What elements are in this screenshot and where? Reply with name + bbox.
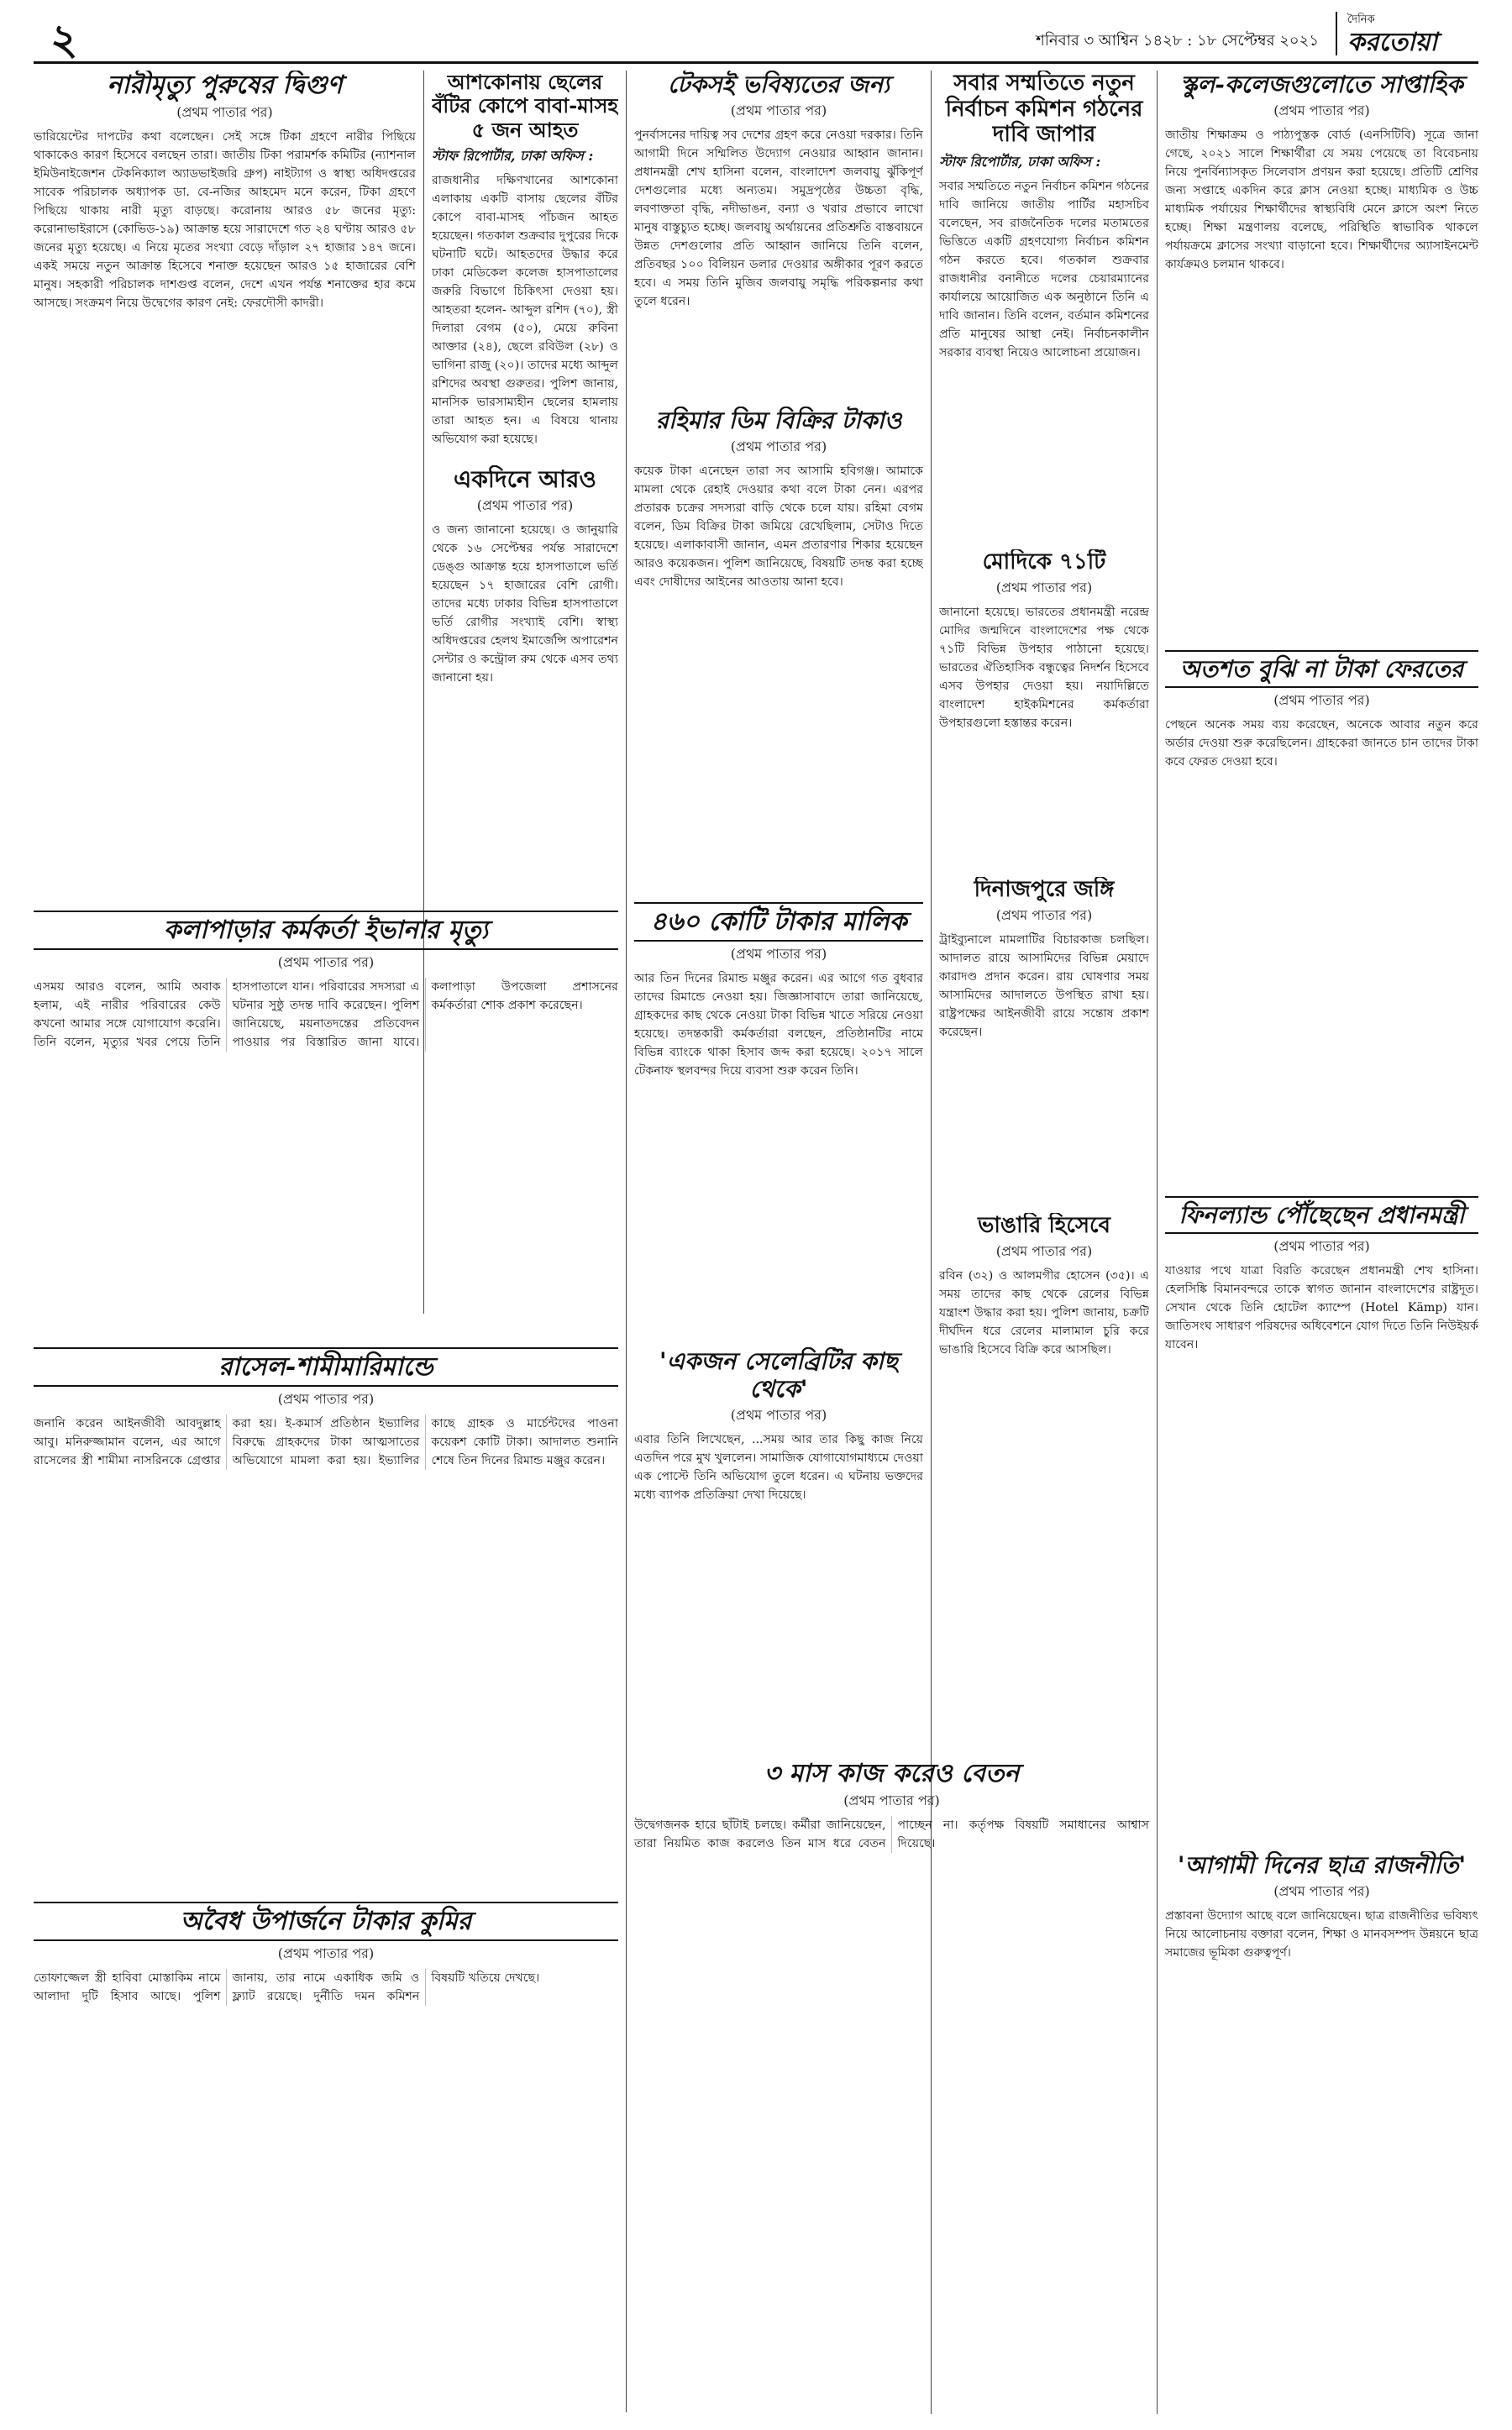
headline: ভাঙারি হিসেবে — [978, 1213, 1110, 1238]
headline: একদিনে আরও — [454, 465, 596, 493]
headline: ৩ মাস কাজ করেও বেতন — [764, 1759, 1020, 1788]
headline: রাসেল-শামীমারিমান্ডে — [34, 1347, 618, 1387]
article-election-commission — [939, 71, 1149, 541]
article-body: রবিন (৩২) ও আলমগীর হোসেন (৩৫)। এ সময় তাদের কাছ থেকে রেলের বিভিন্ন যন্ত্রাংশ উদ্ধার করা হয়। পুলিশ জানায়, চক্রটি দীর্ঘদিন ধরে রেলের মালামাল চুরি করে ভাঙারি হিসেবে বিক্রি করে আসছিল। — [939, 1268, 1149, 1357]
headline: মোদিকে ৭১টি — [982, 549, 1106, 575]
article-kalapara-officer — [34, 911, 618, 1339]
subhead: (প্রথম পাতার পর) — [176, 104, 273, 121]
article-body: পেছনে অনেক সময় ব্যয় করেছেন, অনেকে আবার নতুন করে অর্ডার দেওয়া শুরু করেছিলেন। গ্রাহকেরা জানতে চান তাদের টাকা কবে ফেরত দেওয়া হবে। — [1165, 718, 1478, 769]
article-body: প্রস্তাবনা উদ্যোগ আছে বলে জানিয়েছেন। ছাত্র রাজনীতির ভবিষ্যৎ নিয়ে আলোচনায় বক্তারা বলেন, শিক্ষা ও মানবসম্পদ উন্নয়নে ছাত্র সমাজের ভূমিকা গুরুত্বপূর্ণ। — [1165, 1909, 1478, 1960]
article-body: জাতীয় শিক্ষাক্রম ও পাঠ্যপুস্তক বোর্ড (এনসিটিবি) সূত্রে জানা গেছে, ২০২১ সালে শিক্ষার্থীরা যে সময় পেয়েছে তা বিবেচনায় নিয়ে পুনর্বিন্যাসকৃত সিলেবাস প্রণয়ন করা হয়েছে। প্রতিটি শ্রেণির জন্য সপ্তাহে একদিন করে ক্লাস নেওয়া হচ্ছে। মাধ্যমিক ও উচ্চ মাধ্যমিক পর্যায়ের শিক্ষার্থীদের স্বাস্থ্যবিধি মেনে ক্লাসে অংশ নিতে হচ্ছে। শিক্ষা মন্ত্রণালয় বলেছে, পরিস্থিতি স্বাভাবিক থাকলে পর্যায়ক্রমে ক্লাসের সংখ্যা বাড়ানো হবে। শিক্ষার্থীদের অ্যাসাইনমেন্ট কার্যক্রমও চলমান থাকবে। — [1165, 129, 1478, 272]
headline: টেকসই ভবিষ্যতের জন্য — [667, 71, 890, 98]
article-body: রাজধানীর দক্ষিণখানের আশকোনা এলাকায় একটি বাসায় ছেলের বঁটির কোপে বাবা-মাসহ পাঁচজন আহত হয়েছেন। গতকাল শুক্রবার দুপুরের দিকে ঘটনাটি ঘটে। আহতদের উদ্ধার করে ঢাকা মেডিকেল কলেজ হাসপাতালের জরুরি বিভাগে চিকিৎসা দেওয়া হয়। আহতরা হলেন- আব্দুল রশিদ (৭০), স্ত্রী দিলারা বেগম (৫০), মেয়ে রুবিনা আক্তার (২৪), ছেলে রবিউল (২৮) ও ভাগিনা রাজু (২০)। তাদের মধ্যে আব্দুল রশিদের অবস্থা গুরুতর। পুলিশ জানায়, মানসিক ভারসাম্যহীন ছেলের হামলায় তারা আহত হন। এ বিষয়ে থানায় অভিযোগ করা হয়েছে। — [432, 173, 618, 446]
headline: 'একজন সেলেব্রিটির কাছ থেকে' — [659, 1347, 898, 1404]
article-rasel-shamima-remand — [34, 1347, 618, 1893]
article-sustainable-future — [634, 71, 923, 398]
subhead: (প্রথম পাতার পর) — [730, 102, 827, 119]
column-rule — [626, 71, 627, 1406]
article-pm-finland — [1165, 1196, 1478, 1843]
article-scrap-sale — [939, 1213, 1149, 1734]
subhead: (প্রথম পাতার পর) — [995, 1242, 1093, 1259]
headline: দিনাজপুরে জঙ্গি — [974, 877, 1115, 902]
article-body: সবার সম্মতিতে নতুন নির্বাচন কমিশন গঠনের দাবি জানিয়ে জাতীয় পার্টির মহাসচিব বলেছেন, সব রাজনৈতিক দলের মতামতের ভিত্তিতে একটি গ্রহণযোগ্য নির্বাচন কমিশন গঠন করতে হবে। গতকাল শুক্রবার রাজধানীর বনানীতে দলের চেয়ারম্যানের কার্যালয়ে আয়োজিত এক অনুষ্ঠানে তিনি এ দাবি জানান। তিনি বলেন, বর্তমান কমিশনের প্রতি মানুষের আস্থা নেই। নির্বাচনকালীন সরকার ব্যবস্থা নিয়েও আলোচনা প্রয়োজন। — [939, 180, 1149, 360]
subhead: (প্রথম পাতার পর) — [277, 954, 375, 971]
byline: স্টাফ রিপোর্টার, ঢাকা অফিস : — [939, 154, 1101, 171]
article-student-politics — [1165, 1851, 1478, 2406]
article-body: উদ্বেগজনক হারে ছাঁটাই চলছে। কর্মীরা জানিয়েছেন, তারা নিয়মিত কাজ করলেও তিন মাস ধরে বেতন পাচ্ছেন না। কর্তৃপক্ষ বিষয়টি সমাধানের আশ্বাস দিয়েছে। — [634, 1819, 1149, 1851]
headline: 'আগামী দিনের ছাত্র রাজনীতি' — [1177, 1851, 1467, 1879]
subhead: (প্রথম পাতার পর) — [1273, 1238, 1370, 1255]
page-number: ২ — [50, 14, 78, 64]
brand-top: দৈনিক — [1347, 13, 1375, 26]
headline: সবার সম্মতিতে নতুন নির্বাচন কমিশন গঠনের দাবি জাপার — [945, 71, 1143, 148]
headline: কলাপাড়ার কর্মকর্তা ইভানার মৃত্যু — [34, 911, 618, 950]
headline: স্কুল-কলেজগুলোতে সাপ্তাহিক — [1180, 71, 1463, 98]
article-body: পুনর্বাসনের দায়িত্ব সব দেশের গ্রহণ করে নেওয়া দরকার। তিনি আগামী দিনে সম্মিলিত উদ্যোগ নেওয়ার আহ্বান জানান। প্রধানমন্ত্রী শেখ হাসিনা বলেন, বাংলাদেশ জলবায়ু ঝুঁকিপূর্ণ দেশগুলোর মধ্যে অন্যতম। সমুদ্রপৃষ্ঠের উচ্চতা বৃদ্ধি, লবণাক্ততা বৃদ্ধি, নদীভাঙন, বন্যা ও খরার প্রভাবে লাখো মানুষ বাস্তুচ্যুত হচ্ছে। জলবায়ু অর্থায়নের প্রতিশ্রুতি বাস্তবায়নে উন্নত দেশগুলোর প্রতি আহ্বান জানিয়ে তিনি বলেন, প্রতিবছর ১০০ বিলিয়ন ডলার দেওয়ার অঙ্গীকার পূরণ করতে হবে। এ সময় তিনি মুজিব জলবায়ু সমৃদ্ধি পরিকল্পনার কথা তুলে ধরেন। — [634, 129, 923, 309]
brand-name: করতোয়া — [1347, 28, 1438, 57]
newspaper-logo — [1336, 12, 1478, 55]
article-women-death — [34, 71, 416, 902]
subhead: (প্রথম পাতার পর) — [277, 1391, 375, 1408]
column-rule — [1157, 71, 1158, 2414]
article-body: ট্রাইব্যুনালে মামলাটির বিচারকাজ চলছিল। আদালত রায়ে আসামিদের বিভিন্ন মেয়াদে কারাদণ্ড প্রদান করেন। রায় ঘোষণার সময় আসামিদের আদালতে উপস্থিত রাখা হয়। রাষ্ট্রপক্ষের আইনজীবী রায়ে সন্তোষ প্রকাশ করেছেন। — [939, 932, 1149, 1039]
headline: ফিনল্যান্ড পৌঁছেছেন প্রধানমন্ত্রী — [1165, 1196, 1478, 1234]
subhead: (প্রথম পাতার পর) — [277, 1945, 375, 1962]
byline: স্টাফ রিপোর্টার, ঢাকা অফিস : — [432, 147, 594, 164]
headline: রহিমার ডিম বিক্রির টাকাও — [655, 407, 902, 434]
subhead: (প্রথম পাতার পর) — [1273, 102, 1370, 119]
article-body: এবার তিনি লিখেছেন, ...সময় আর তার কিছু কাজ নিয়ে এতদিন পরে মুখ খুললেন। সামাজিক যোগাযোগমাধ্যমে দেওয়া এক পোস্টে তিনি অভিযোগ তুলে ধরেন। এ ঘটনায় ভক্তদের মধ্যে ব্যাপক প্রতিক্রিয়া দেখা দিয়েছে। — [634, 1433, 923, 1503]
subhead: (প্রথম পাতার পর) — [843, 1792, 940, 1809]
article-body: জনানি করেন আইনজীবী আবদুল্লাহ আবু। মনিরুজ্জামান বলেন, এর আগে রাসেলের স্ত্রী শামীমা নাসরিনকে গ্রেপ্তার করা হয়। ই-কমার্স প্রতিষ্ঠান ইভ্যালির বিরুদ্ধে গ্রাহকদের টাকা আত্মসাতের অভিযোগে মামলা করা হয়। ইভ্যালির কাছে গ্রাহক ও মার্চেন্টদের পাওনা কয়েকশ কোটি টাকা। আদালত শুনানি শেষে তিন দিনের রিমান্ড মঞ্জুর করেন। — [34, 1417, 618, 1468]
article-three-month-salary — [634, 1759, 1149, 2406]
subhead: (প্রথম পাতার পর) — [1273, 1883, 1370, 1900]
article-modi-71 — [939, 549, 1149, 869]
article-one-day-more — [432, 465, 618, 793]
headline: আশকোনায় ছেলের বঁটির কোপে বাবা-মাসহ ৫ জন আহত — [432, 71, 618, 142]
headline: অবৈধ উপার্জনে টাকার কুমির — [34, 1902, 618, 1941]
subhead: (প্রথম পাতার পর) — [730, 1407, 827, 1424]
article-body: আর তিন দিনের রিমান্ড মঞ্জুর করেন। এর আগে গত বুধবার তাদের রিমান্ডে নেওয়া হয়। জিজ্ঞাসাবাদে তারা জানিয়েছে, গ্রাহকদের কাছ থেকে নেওয়া টাকা বিভিন্ন খাতে সরিয়ে নেওয়া হয়েছে। তদন্তকারী কর্মকর্তারা বলছেন, প্রতিষ্ঠানটির নামে বিভিন্ন ব্যাংকে থাকা হিসাব জব্দ করা হয়েছে। ২০১৭ সালে টেকনাফ স্থলবন্দর দিয়ে ব্যবসা শুরু করেন তিনি। — [634, 972, 923, 1079]
article-460-crore — [634, 902, 923, 1339]
headline: অতশত বুঝি না টাকা ফেরতের — [1165, 650, 1478, 688]
subhead: (প্রথম পাতার পর) — [1273, 692, 1370, 709]
article-school-college — [1165, 71, 1478, 642]
column-rule — [626, 1354, 627, 2412]
subhead: (প্রথম পাতার পর) — [730, 438, 827, 455]
article-ashkona-attack — [432, 71, 618, 457]
masthead — [34, 5, 1478, 64]
article-body: যাওয়ার পথে যাত্রা বিরতি করেছেন প্রধানমন্ত্রী শেখ হাসিনা। হেলসিঙ্কি বিমানবন্দরে তাকে স্বাগত জানান বাংলাদেশের রাষ্ট্রদূত। সেখান থেকে তিনি হোটেল ক্যাম্পে (Hotel Kämp) যান। জাতিসংঘ সাধারণ পরিষদের অধিবেশনে যোগ দিতে তিনি নিউইয়র্ক যাবেন। — [1165, 1264, 1478, 1352]
article-body: কয়েক টাকা এনেছেন তারা সব আসামি হবিগঞ্জ। আমাকে মামলা থেকে রেহাই দেওয়ার কথা বলে টাকা নেন। এরপর প্রতারক চক্রের সদস্যরা বাড়ি থেকে চলে যায়। রহিমা বেগম বলেন, ডিম বিক্রির টাকা জমিয়ে রেখেছিলাম, সেটাও দিতে হয়েছে। এলাকাবাসী জানান, এমন প্রতারণার শিকার হয়েছেন আরও কয়েকজন। পুলিশ জানিয়েছে, বিষয়টি তদন্ত করা হচ্ছে এবং দোষীদের আইনের আওতায় আনা হবে। — [634, 464, 923, 590]
headline: নারীমৃত্যু পুরুষের দ্বিগুণ — [107, 71, 343, 100]
article-body: জানানো হয়েছে। ভারতের প্রধানমন্ত্রী নরেন্দ্র মোদির জন্মদিনে বাংলাদেশের পক্ষ থেকে ৭১টি বিভিন্ন উপহার পাঠানো হয়েছে। ভারতের ঐতিহাসিক বন্ধুত্বের নিদর্শন হিসেবে এসব উপহার দেওয়া হয়। নয়াদিল্লিতে বাংলাদেশ হাইকমিশনের কর্মকর্তারা উপহারগুলো হস্তান্তর করেন। — [939, 605, 1149, 730]
subhead: (প্রথম পাতার পর) — [995, 579, 1093, 596]
subhead: (প্রথম পাতার পর) — [476, 497, 574, 514]
article-money-crocodile — [34, 1902, 618, 2406]
article-body: তোফাজ্জেল স্ত্রী হাবিবা মোস্তাকিম নামে আলাদা দুটি হিসাব আছে। পুলিশ জানায়, তার নামে একাধিক জমি ও ফ্ল্যাট রয়েছে। দুর্নীতি দমন কমিশন বিষয়টি খতিয়ে দেখছে। — [34, 1971, 540, 2004]
article-celebrity — [634, 1347, 923, 1750]
headline: ৪৬০ কোটি টাকার মালিক — [634, 902, 923, 942]
article-rahima-eggs — [634, 407, 923, 894]
article-body: ভারিয়েন্টের দাপটের কথা বলেছেন। সেই সঙ্গে টিকা গ্রহণে নারীর পিছিয়ে থাকাকেও কারণ হিসেবে বলছেন তারা। জাতীয় টিকা পরামর্শক কমিটির (ন্যাশনাল ইমিউনাইজেশন টেকনিক্যাল অ্যাডভাইজরি গ্রুপ) নাইট্যাগ ও স্বাস্থ্য অধিদপ্তরের সাবেক পরিচালক অধ্যাপক ডা. বে-নজির আহমেদ মনে করেন, টিকা গ্রহণে পিছিয়ে থাকায় নারী মৃত্যু বাড়ছে। করোনায় আরও ৫৮ জনের মৃত্যু: করোনাভাইরাসে (কোভিড-১৯) আক্রান্ত হয়ে সারাদেশে গত ২৪ ঘণ্টায় আরও ৫৮ জনের মৃত্যু হয়েছে। এ নিয়ে মৃতের সংখ্যা বেড়ে দাঁড়াল ২৭ হাজার ১৪৭ জনে। একই সময়ে নতুন আক্রান্ত হিসেবে শনাক্ত হয়েছেন আরও ১৫ হাজারের বেশি মানুষ। সহকারী পরিচালক দাশগুপ্ত বলেন, দেশে এখন পর্যন্ত শনাক্তের হার কমে আসছে। সংক্রমণ নিয়ে উদ্বেগের কারণ নেই: ফেরদৌসী কাদরী। — [34, 130, 416, 311]
article-body: ও জন্য জানানো হয়েছে। ও জানুয়ারি থেকে ১৬ সেপ্টেম্বর পর্যন্ত সারাদেশে ডেঙ্গু আক্রান্ত হয়ে হাসপাতালে ভর্তি হয়েছেন ১৭ হাজারের বেশি রোগী। তাদের মধ্যে ঢাকার বিভিন্ন হাসপাতালে ভর্তি রোগীর সংখ্যাই বেশি। স্বাস্থ্য অধিদপ্তরের হেলথ ইমার্জেন্সি অপারেশন সেন্টার ও কন্ট্রোল রুম থেকে এসব তথ্য জানানো হয়। — [432, 523, 618, 685]
date-line: শনিবার ৩ আশ্বিন ১৪২৮ : ১৮ সেপ্টেম্বর ২০২১ — [1036, 32, 1319, 50]
subhead: (প্রথম পাতার পর) — [730, 946, 827, 963]
article-money-refund — [1165, 650, 1478, 1188]
article-dinajpur-militant — [939, 877, 1149, 1205]
article-body: এসময় আরও বলেন, আমি অবাক হলাম, এই নারীর পরিবারের কেউ কখনো আমার সঙ্গে যোগাযোগ করেনি। তিনি বলেন, মৃত্যুর খবর পেয়ে তিনি হাসপাতালে যান। পরিবারের সদস্যরা এ ঘটনার সুষ্ঠু তদন্ত দাবি করেছেন। পুলিশ জানিয়েছে, ময়নাতদন্তের প্রতিবেদন পাওয়ার পর বিস্তারিত জানা যাবে। কলাপাড়া উপজেলা প্রশাসনের কর্মকর্তারা শোক প্রকাশ করেছেন। — [34, 980, 618, 1050]
subhead: (প্রথম পাতার পর) — [995, 906, 1093, 923]
